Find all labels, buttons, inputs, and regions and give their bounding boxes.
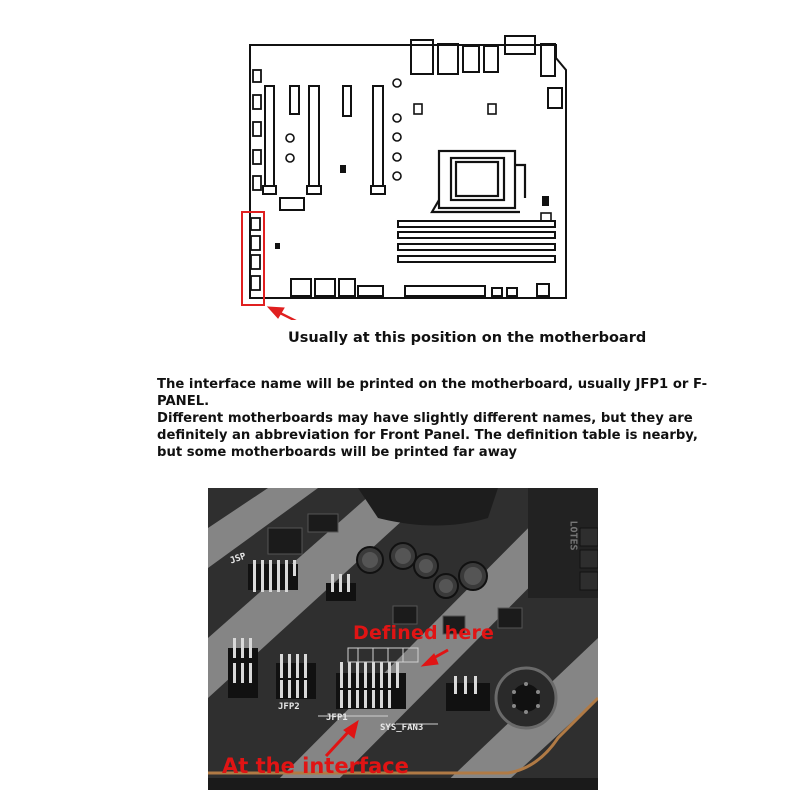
- chip: [308, 514, 338, 532]
- bottom-header: [507, 288, 517, 296]
- pointer-arrow-icon: [268, 307, 310, 320]
- silk-jfp1: JFP1: [326, 713, 348, 723]
- board-outline: [250, 45, 566, 298]
- screw-hole: [286, 134, 294, 142]
- description-line-1: The interface name will be printed on the motherboard, usually JFP1 or F-PANEL.: [157, 377, 708, 409]
- description-block: [157, 376, 717, 461]
- screw-hole: [393, 114, 401, 122]
- diagram-caption: Usually at this position on the motherboard: [288, 330, 647, 346]
- pcie-slot: [265, 86, 274, 194]
- io-port: [484, 46, 498, 72]
- at-the-interface-label: At the interface: [222, 754, 409, 778]
- pcie-slot: [309, 86, 319, 194]
- motherboard-photo: [208, 488, 598, 790]
- edge-header: [253, 122, 261, 136]
- chip: [498, 608, 522, 628]
- pcie-slot: [373, 86, 383, 194]
- edge-header: [253, 176, 261, 190]
- io-port: [541, 44, 555, 76]
- front-panel-header: [251, 255, 260, 269]
- front-panel-header: [251, 218, 260, 230]
- edge-header: [253, 70, 261, 82]
- silk-jsp: JSP: [228, 551, 248, 567]
- screw-hole: [393, 153, 401, 161]
- silk-brand: LOTES: [567, 520, 579, 551]
- slot-latch: [371, 186, 385, 194]
- front-panel-header: [251, 236, 260, 250]
- bottom-header: [492, 288, 502, 296]
- screw-hole: [393, 133, 401, 141]
- bottom-header: [358, 286, 383, 296]
- silk-sys-fan3: SYS_FAN3: [380, 723, 424, 733]
- dimm-slot: [398, 221, 555, 227]
- slot-latch: [263, 186, 276, 194]
- m2-slot: [280, 198, 304, 210]
- chip: [268, 528, 302, 554]
- edge-header: [253, 150, 261, 164]
- edge-header: [253, 95, 261, 109]
- io-port: [463, 46, 479, 72]
- bottom-header: [339, 279, 355, 296]
- dimm-slot: [398, 232, 555, 238]
- screw-hole: [286, 154, 294, 162]
- bottom-header: [537, 284, 549, 296]
- io-port: [438, 44, 458, 74]
- bottom-header: [291, 279, 311, 296]
- bottom-header: [315, 279, 335, 296]
- defined-here-label: Defined here: [353, 622, 495, 644]
- bottom-header: [405, 286, 485, 296]
- front-panel-header: [251, 276, 260, 290]
- dimm-slot: [398, 244, 555, 250]
- silk-jfp2: JFP2: [278, 702, 300, 712]
- dimm-slot: [398, 256, 555, 262]
- cpu-socket: [432, 151, 525, 212]
- slot-latch: [307, 186, 321, 194]
- screw-hole: [393, 79, 401, 87]
- io-port: [548, 88, 562, 108]
- pcie-slot: [343, 86, 351, 116]
- description-line-2: Different motherboards may have slightly different names, but they are definitely an abbreviation for Front Panel. The definition table is nearby, but some motherboards will be printed far away: [157, 411, 698, 460]
- motherboard-diagram: [0, 0, 800, 320]
- pcie-slot: [290, 86, 299, 114]
- screw-hole: [393, 172, 401, 180]
